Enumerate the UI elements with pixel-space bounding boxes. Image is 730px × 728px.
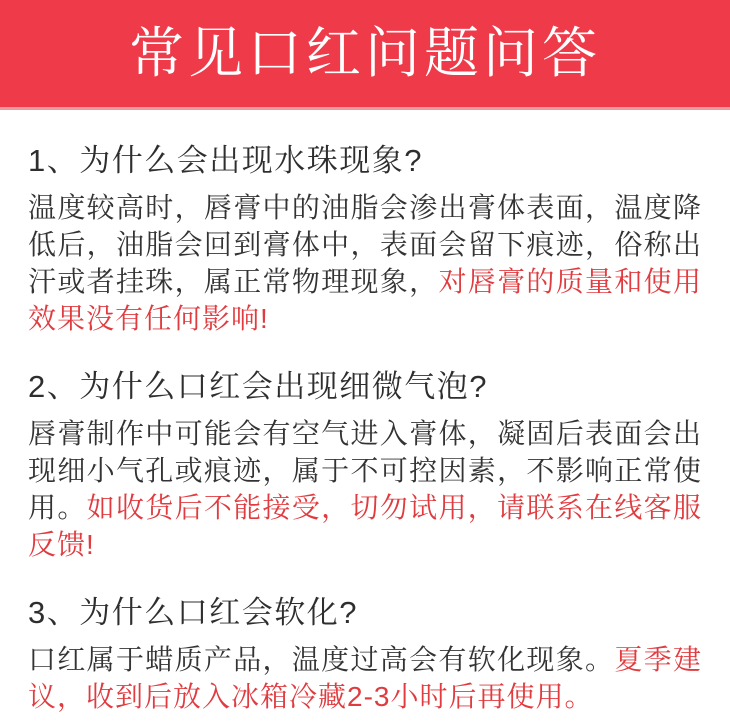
faq-question-1: 1、为什么会出现水珠现象? — [28, 143, 423, 178]
faq-question-2: 2、为什么口红会出现细微气泡? — [28, 369, 488, 404]
faq-content — [0, 143, 730, 715]
faq-item-micro-bubbles — [28, 369, 702, 563]
faq-answer-1-highlight-text: 对唇膏的质量和使用效果没有任何影响! — [28, 266, 702, 334]
faq-banner-title: 常见口红问题问答 — [128, 22, 601, 84]
faq-answer-2-normal-text: 唇膏制作中可能会有空气进入膏体，凝固后表面会出现细小气孔或痕迹，属于不可控因素，不影响正常使用。 — [28, 418, 702, 523]
faq-item-softening — [28, 595, 702, 715]
faq-answer-3 — [28, 641, 702, 715]
faq-item-water-droplets — [28, 143, 702, 337]
faq-answer-2 — [28, 415, 702, 563]
faq-banner — [0, 0, 730, 110]
faq-answer-2-highlight-text: 如收货后不能接受，切勿试用，请联系在线客服反馈! — [28, 492, 702, 560]
faq-question-3: 3、为什么口红会软化? — [28, 595, 358, 630]
faq-answer-3-highlight-text: 夏季建议，收到后放入冰箱冷藏2-3小时后再使用。 — [28, 644, 702, 712]
faq-answer-3-normal-text: 口红属于蜡质产品，温度过高会有软化现象。 — [28, 644, 615, 675]
faq-answer-1-normal-text: 温度较高时，唇膏中的油脂会渗出膏体表面，温度降低后，油脂会回到膏体中，表面会留下痕迹，俗称出汗或者挂珠，属正常物理现象， — [28, 192, 702, 297]
faq-answer-1 — [28, 189, 702, 337]
